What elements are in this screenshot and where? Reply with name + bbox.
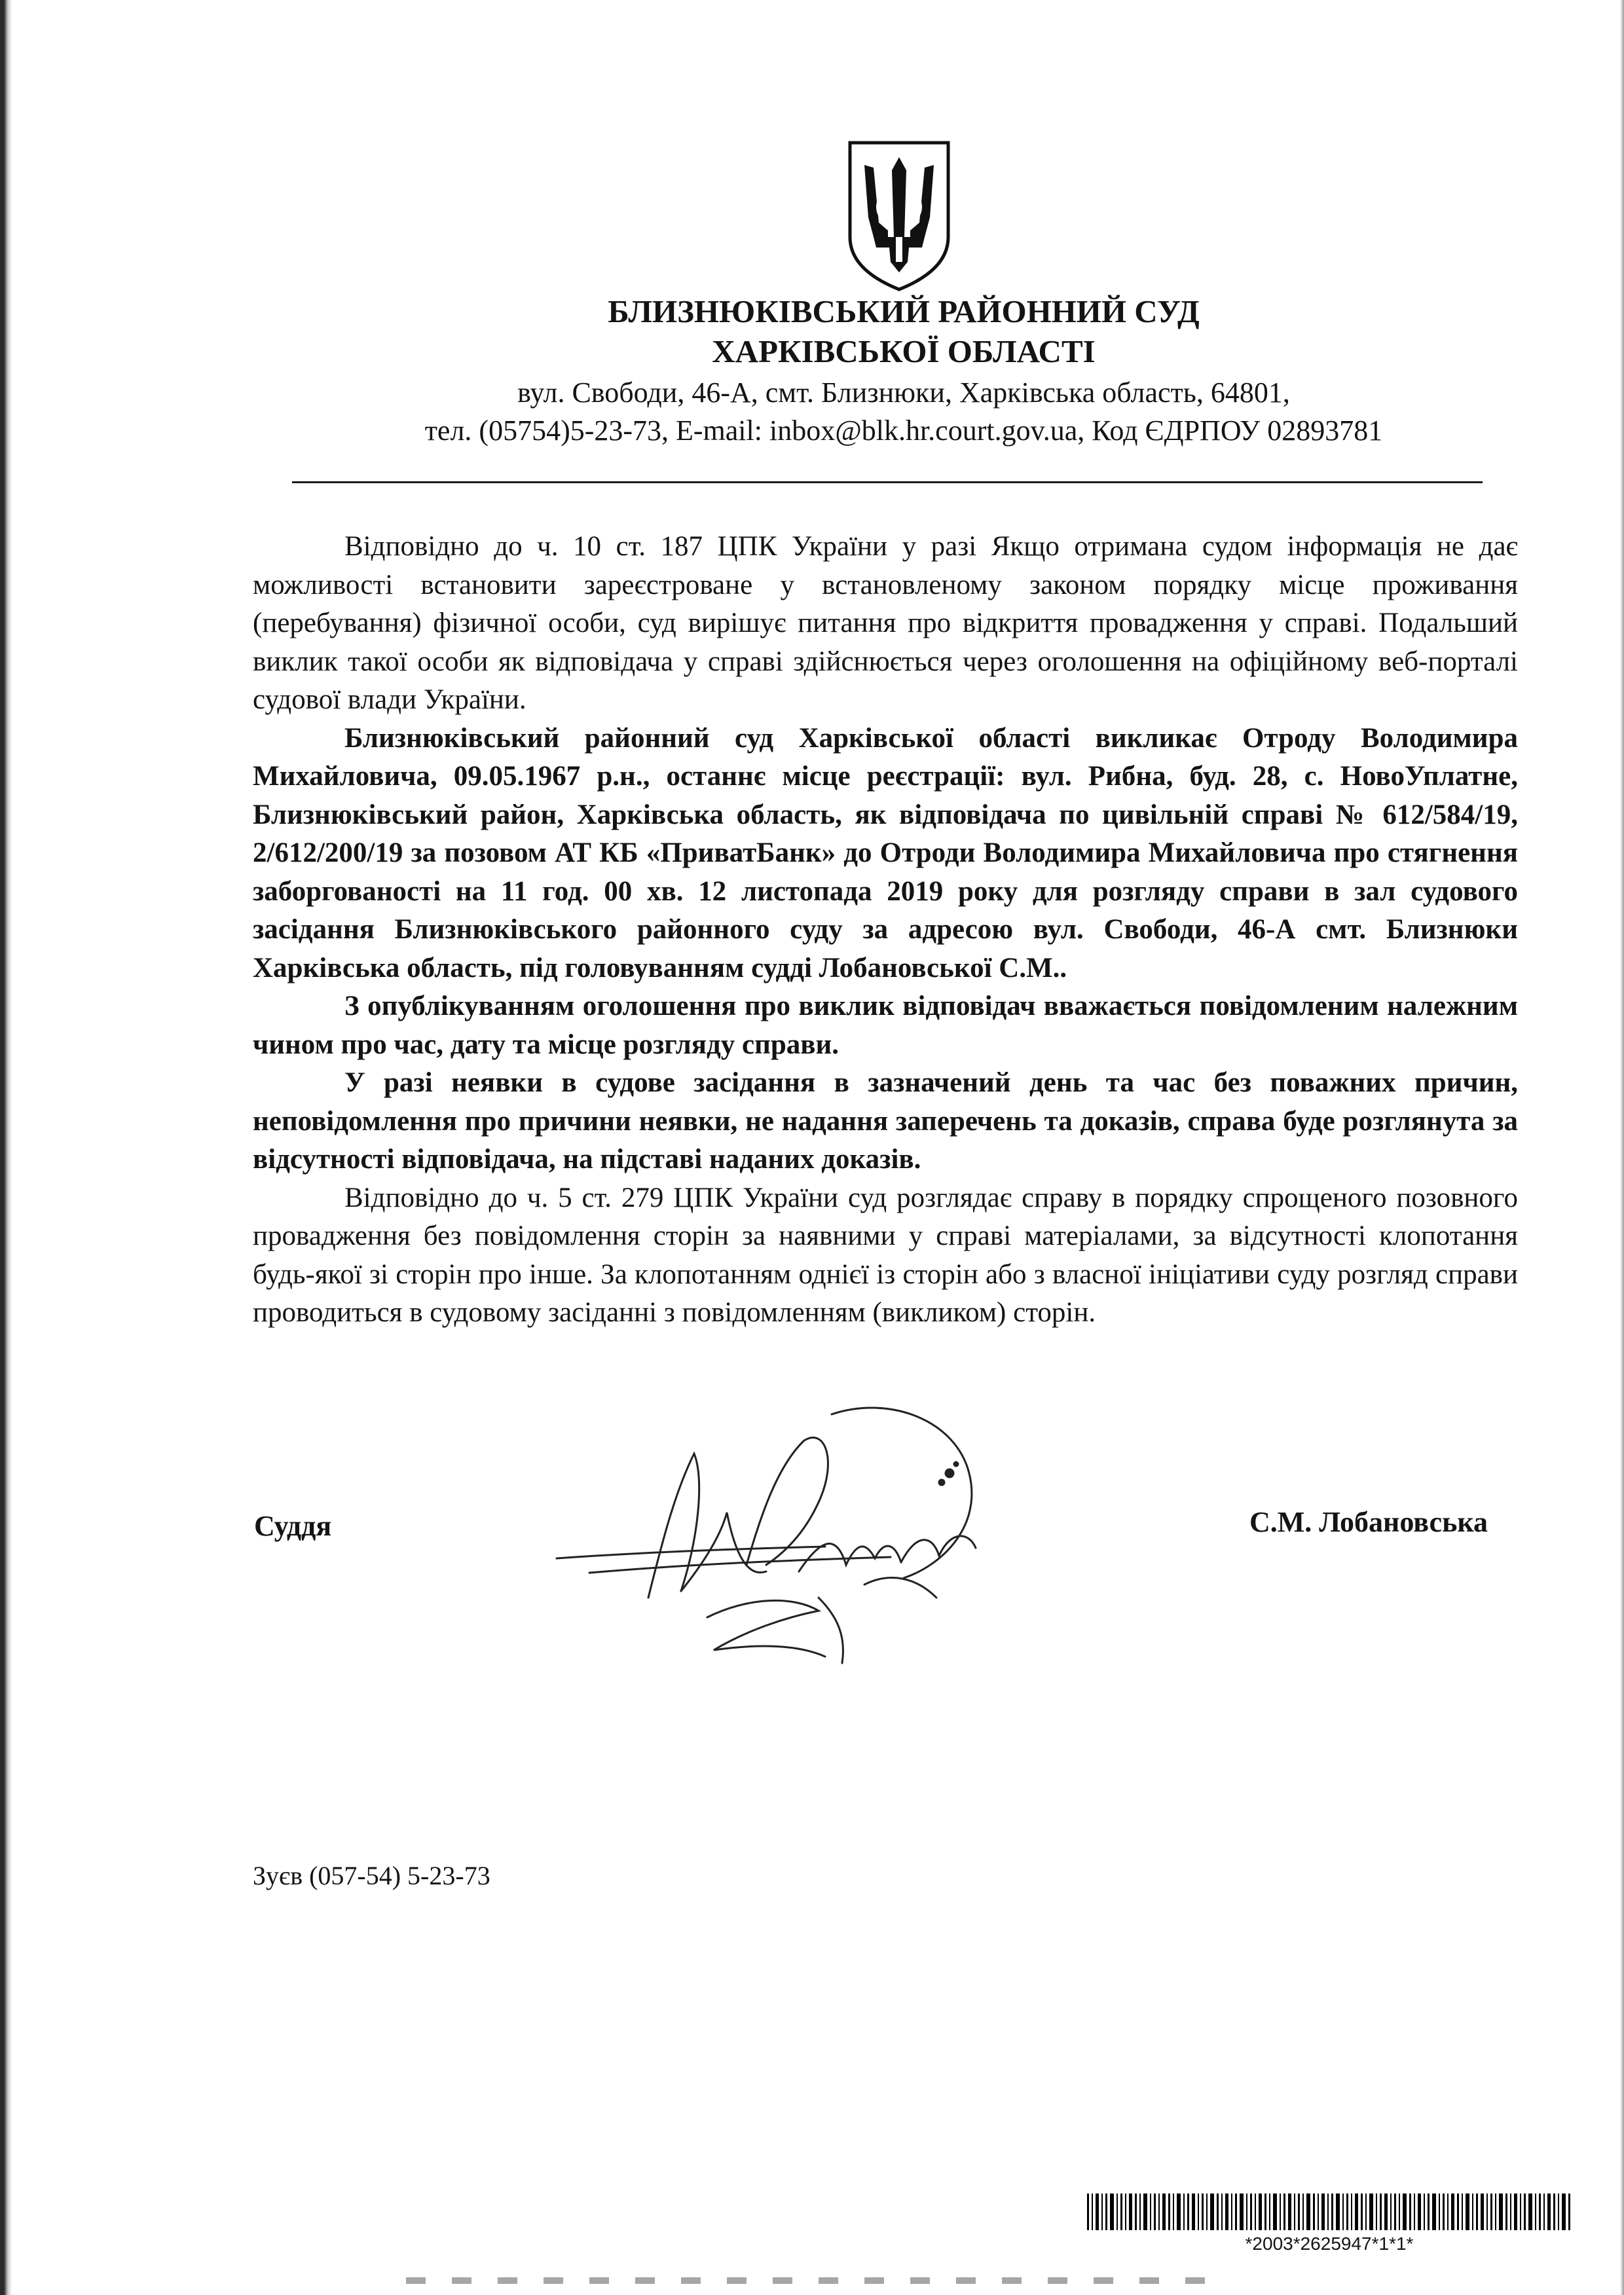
- header-divider: [292, 481, 1483, 483]
- document-barcode: [1087, 2194, 1572, 2230]
- paragraph-notification: З опублікуванням оголошення про виклик відповідач вважається повідомленим належним чином про час, дату та місце розгляду справи.: [253, 991, 1518, 1060]
- paragraph-simplified-procedure: Відповідно до ч. 5 ст. 279 ЦПК України суд розглядає справу в порядку спрощеного позовного провадження без повідомлення сторін за наявними у справі матеріалами, за відсутності клопотання будь-якої зі сторін про інше. За клопотанням однієї із сторін або з власної ініціативи суду розгляд справи проводиться в судовому засіданні з повідомленням (викликом) сторін.: [253, 1182, 1518, 1328]
- executor-contact: Зуєв (057-54) 5-23-73: [253, 1861, 490, 1890]
- barcode-number: *2003*2625947*1*1*: [1245, 2233, 1414, 2254]
- handwritten-signature: [550, 1401, 1061, 1676]
- trident-coat-of-arms-icon: [845, 139, 953, 293]
- paragraph-legal-basis: Відповідно до ч. 10 ст. 187 ЦПК України у разі Якщо отримана судом інформація не дає можливості встановити зареєстроване у встановленому законом порядку місце проживання (перебування) фізичної особи, суд вирішує питання про відкриття провадження у справі. Подальший виклик такої особи як відповідача у справі здійснюється через оголошення на офіційному веб-порталі судової влади України.: [253, 531, 1518, 715]
- paragraph-absence-warning: У разі неявки в судове засідання в зазначений день та час без поважних причин, неповідомлення про причини неявки, не надання заперечень та доказів, справа буде розглянута за відсутності відповідача, на підставі наданих доказів.: [253, 1067, 1518, 1175]
- judge-name: С.М. Лобановська: [1249, 1506, 1488, 1538]
- notice-body: [253, 528, 1518, 1332]
- court-name-line2: ХАРКІВСЬКОЇ ОБЛАСТІ: [712, 333, 1096, 369]
- signature-title: Суддя: [254, 1510, 332, 1542]
- court-address: вул. Свободи, 46-А, смт. Близнюки, Харківська область, 64801,: [517, 376, 1290, 409]
- paragraph-summons: Близнюківський районний суд Харківської області викликає Отроду Володимира Михайловича, 09.05.1967 р.н., останнє місце реєстрації: вул. Рибна, буд. 28, с. НовоУплатне, Близнюківський район, Харківська область, як відповідача по цивільній справі № 612/584/19, 2/612/200/19 за позовом АТ КБ «ПриватБанк» до Отроди Володимира Михайловича про стягнення заборгованості на 11 год. 00 хв. 12 листопада 2019 року для розгляду справи в зал судового засідання Близнюківського районного суду за адресою вул. Свободи, 46-А смт. Близнюки Харківська область, під головуванням судді Лобановської С.М..: [253, 722, 1518, 983]
- court-contacts: тел. (05754)5-23-73, E-mail: inbox@blk.hr.court.gov.ua, Код ЄДРПОУ 02893781: [424, 414, 1383, 447]
- court-name-line1: БЛИЗНЮКІВСЬКИЙ РАЙОННИЙ СУД: [608, 293, 1200, 329]
- scan-smudge: [406, 2277, 1231, 2284]
